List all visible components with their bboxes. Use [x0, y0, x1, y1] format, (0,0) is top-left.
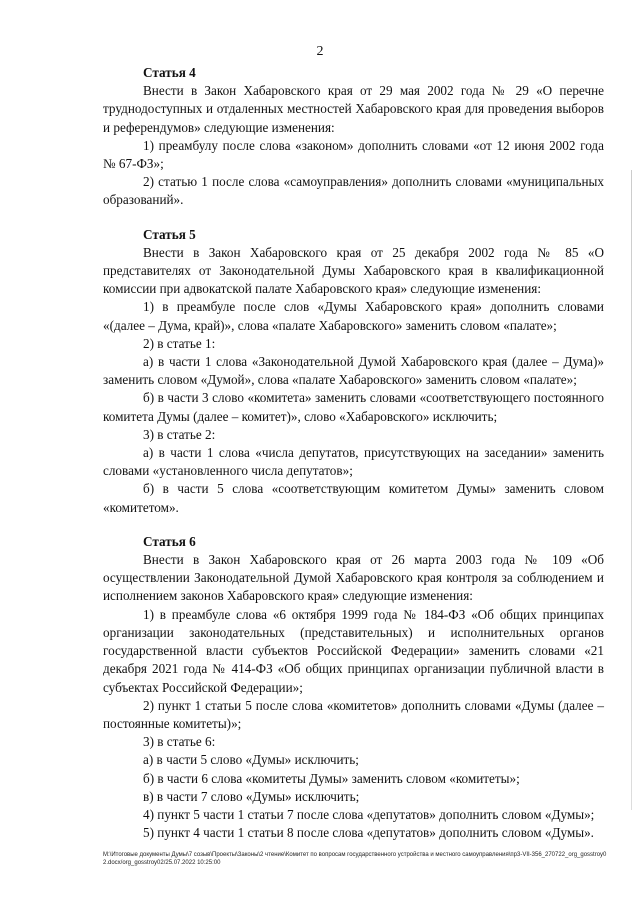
paragraph: Внести в Закон Хабаровского края от 26 марта 2003 года № 109 «Об осуществлении Законодательной Думой Хабаровского края контроля за соблюдением и исполнением законов Хабаровского края» следующие изменения:	[103, 552, 604, 604]
article-4	[103, 64, 604, 210]
paragraph: б) в части 5 слова «соответствующим комитетом Думы» заменить словом «комитетом».	[103, 481, 604, 515]
article-title: Статья 5	[143, 226, 196, 242]
paragraph: Внести в Закон Хабаровского края от 29 мая 2002 года № 29 «О перечне труднодоступных и отдаленных местностей Хабаровского края для проведения выборов и референдумов» следующие изменения:	[103, 83, 604, 135]
paragraph: б) в части 6 слова «комитеты Думы» заменить словом «комитеты»;	[143, 770, 520, 786]
paragraph: в) в части 7 слово «Думы» исключить;	[143, 788, 360, 804]
paragraph: Внести в Закон Хабаровского края от 25 декабря 2002 года № 85 «О представителях от Законодательной Думы Хабаровского края в квалификационной комиссии при адвокатской палате Хабаровского края» следующие изменения:	[103, 244, 604, 297]
paragraph: б) в части 3 слово «комитета» заменить словами «соответствующего постоянного комитета Думы (далее – комитет)», слово «Хабаровского» исключить;	[103, 390, 604, 424]
paragraph: 1) преамбулу после слова «законом» дополнить словами «от 12 июня 2002 года № 67-ФЗ»;	[103, 137, 604, 172]
paragraph: 3) в статье 2:	[143, 426, 216, 442]
paragraph: 1) в преамбуле после слов «Думы Хабаровского края» дополнить словами «(далее – Дума, край)», слова «палате Хабаровского» заменить словом «палате»;	[103, 299, 604, 333]
article-6	[103, 533, 604, 842]
paragraph: 2) пункт 1 статьи 5 после слова «комитетов» дополнить словами «Думы (далее – постоянные комитеты)»;	[103, 697, 604, 731]
paragraph: 4) пункт 5 части 1 статьи 7 после слова «депутатов» дополнить словом «Думы»;	[143, 806, 595, 822]
article-title: Статья 4	[143, 65, 196, 80]
paragraph: 3) в статье 6:	[143, 734, 216, 750]
paragraph: 2) в статье 1:	[143, 335, 216, 351]
paragraph: 5) пункт 4 части 1 статьи 8 после слова «депутатов» дополнить словом «Думы».	[143, 825, 594, 841]
footer-file-path: M:\Итоговые документы Думы\7 созыв\Проекты\Законы\2 чтение\Комитет по вопросам государственного устройства и местного самоуправления\пр3-VII-356_270722_org_gosstroy02.docx/org_gosstroy02/25.07.2022 10:25:00	[103, 852, 607, 866]
paragraph: 2) статью 1 после слова «самоуправления» дополнить словами «муниципальных образований».	[103, 174, 604, 208]
article-5	[103, 226, 604, 517]
page-number: 2	[316, 44, 324, 59]
paragraph: а) в части 1 слова «Законодательной Думой Хабаровского края (далее – Дума)» заменить словом «Думой», слова «палате Хабаровского» заменить словом «палате»;	[103, 354, 604, 388]
paragraph: а) в части 1 слова «числа депутатов, присутствующих на заседании» заменить словами «установленного числа депутатов»;	[103, 445, 604, 479]
scan-edge-line	[631, 170, 632, 810]
paragraph: 1) в преамбуле слова «6 октября 1999 года № 184-ФЗ «Об общих принципах организации законодательных (представительных) и исполнительных органов государственной власти субъектов Российской Федерации» заменить словами «21 декабря 2021 года № 414-ФЗ «Об общих принципах организации публичной власти в субъектах Российской Федерации»;	[103, 606, 604, 695]
paragraph: а) в части 5 слово «Думы» исключить;	[143, 752, 359, 768]
document-body	[103, 64, 604, 858]
article-title: Статья 6	[143, 533, 196, 549]
